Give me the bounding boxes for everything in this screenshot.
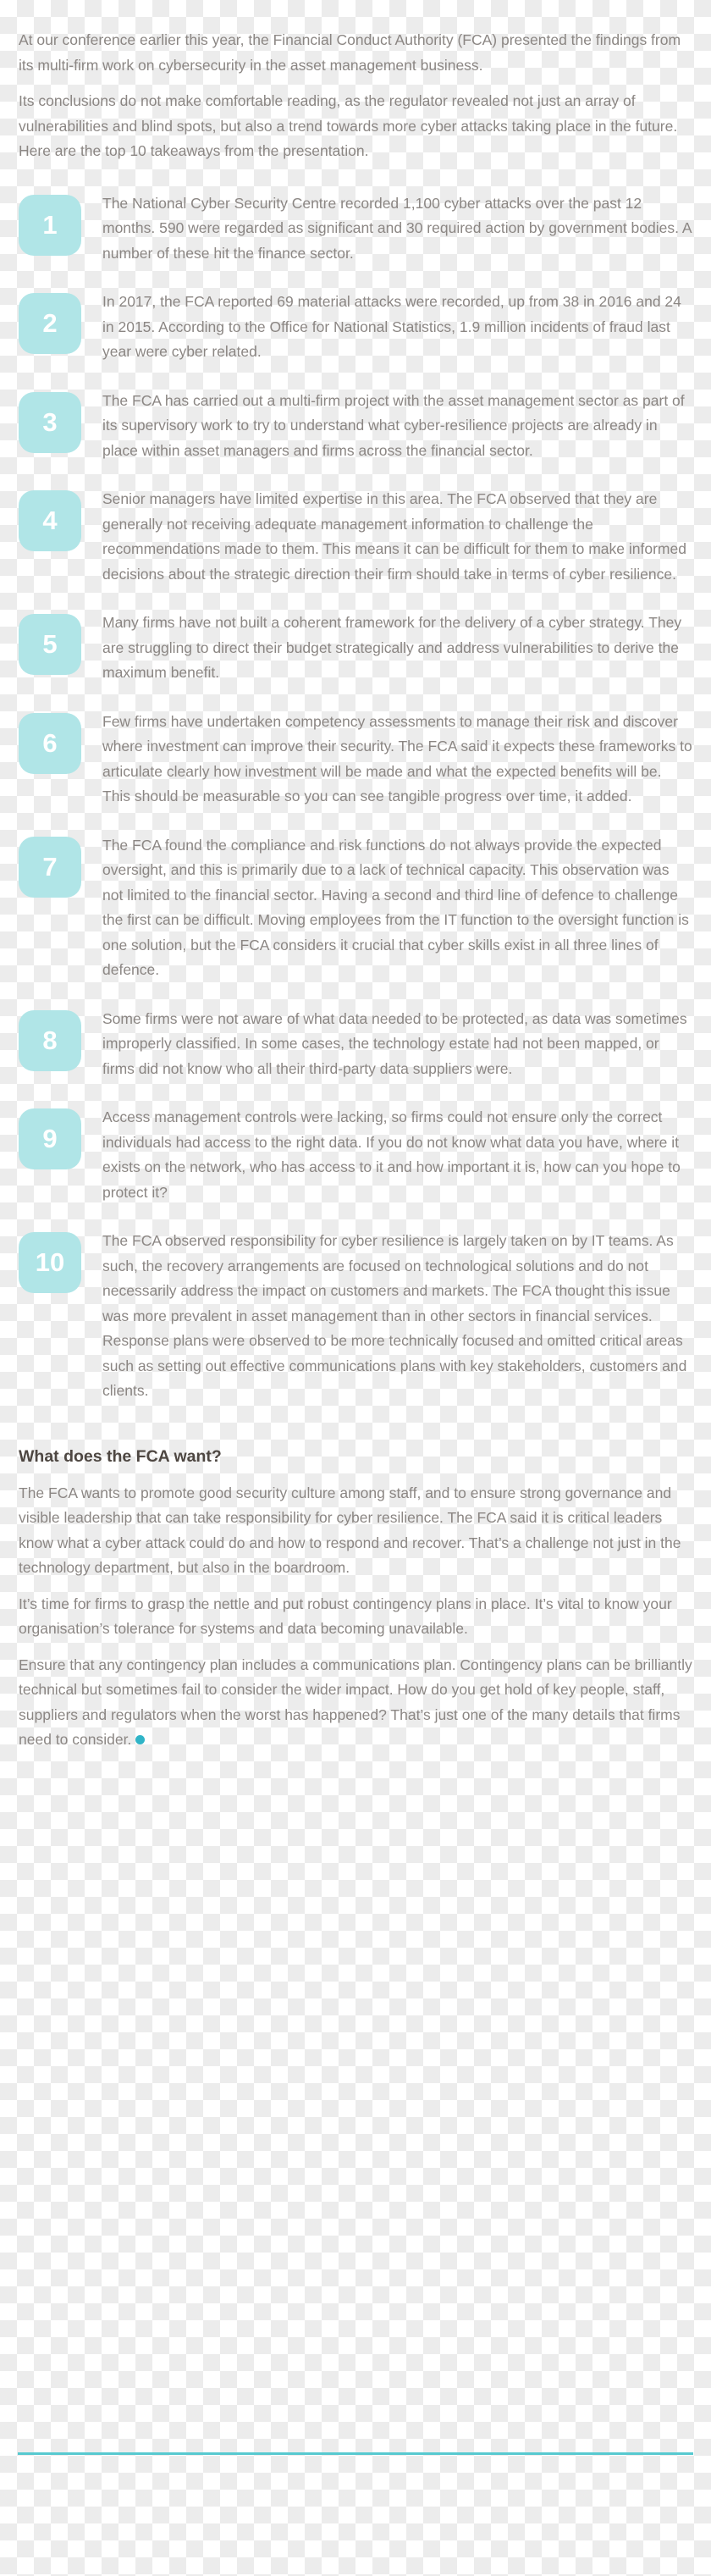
takeaway-item-5 [19, 611, 692, 686]
section-heading-fca-want: What does the FCA want? [19, 1446, 222, 1466]
takeaway-number: 10 [35, 1247, 65, 1277]
takeaway-number-badge-6 [19, 713, 81, 774]
takeaway-number-badge-4 [19, 490, 81, 551]
takeaway-item-10 [19, 1229, 692, 1404]
takeaway-item-7 [19, 833, 692, 983]
takeaway-text-3: The FCA has carried out a multi-firm project with the asset management sector as part of its supervisory work to try to understand what cyber-resilience projects are already in place within asset managers and firms across the financial sector. [102, 391, 685, 459]
takeaway-text-8: Some firms were not aware of what data needed to be protected, as data was sometimes improperly classified. In some cases, the technology estate had not been mapped, or firms did not know who all their third-party data suppliers were. [102, 1009, 687, 1077]
takeaway-number-badge-7 [19, 837, 81, 898]
intro-paragraph-2: Its conclusions do not make comfortable reading, as the regulator revealed not just an array of vulnerabilities and blind spots, but also a trend towards more cyber attacks taking place in the future. Here are the top 10 takeaways from the presentation. [19, 92, 678, 159]
takeaway-number: 5 [42, 629, 58, 659]
takeaway-item-4 [19, 487, 692, 587]
takeaway-number-badge-3 [19, 392, 81, 453]
takeaway-item-2 [19, 290, 692, 365]
takeaway-item-9 [19, 1105, 692, 1205]
takeaway-number-badge-10 [19, 1232, 81, 1293]
takeaway-number: 4 [42, 506, 58, 535]
takeaway-item-6 [19, 710, 692, 810]
takeaway-item-3 [19, 389, 692, 464]
bottom-divider [18, 2452, 693, 2455]
takeaway-number: 2 [42, 308, 58, 338]
takeaway-number: 7 [42, 851, 58, 882]
fca-paragraph-2: It’s time for firms to grasp the nettle and put robust contingency plans in place. It’s vital to know your organisation’s tolerance for systems and data becoming unavailable. [19, 1595, 672, 1637]
takeaway-number-badge-2 [19, 293, 81, 354]
takeaway-number-badge-1 [19, 195, 81, 256]
takeaway-number-badge-8 [19, 1010, 81, 1071]
takeaways-list [19, 191, 692, 1404]
takeaway-text-7: The FCA found the compliance and risk functions do not always provide the expected oversight, and this is primarily due to a lack of technical capacity. This observation was not limited to the financial sector. Having a second and third line of defence to challenge the first can be difficult. Moving employees from the IT function to the oversight function is one solution, but the FCA considers it crucial that cyber skills exist in all three lines of defence. [102, 836, 689, 978]
takeaway-item-1 [19, 191, 692, 267]
fca-paragraph-1: The FCA wants to promote good security culture among staff, and to ensure strong governance and visible leadership that can take responsibility for cyber resilience. The FCA said it is critical leaders know what a cyber attack could do and how to respond and recover. That’s a challenge not just in the technology department, but also in the boardroom. [19, 1484, 681, 1576]
takeaway-text-2: In 2017, the FCA reported 69 material attacks were recorded, up from 38 in 2016 and 24 in 2015. According to the Office for National Statistics, 1.9 million incidents of fraud last year were cyber related. [102, 293, 681, 360]
fca-paragraph-3 [19, 1653, 692, 1753]
intro-paragraph-1: At our conference earlier this year, the Financial Conduct Authority (FCA) presented the findings from its multi-firm work on cybersecurity in the asset management business. [19, 31, 681, 74]
fca-paragraph-3-text: Ensure that any contingency plan includes a communications plan. Contingency plans can be brilliantly technical but sometimes fail to consider the wider impact. How do you get hold of key people, staff, suppliers and regulators when the worst has happened? That’s just one of the many details that firms need to consider. [19, 1656, 692, 1748]
takeaway-text-6: Few firms have undertaken competency assessments to manage their risk and discover where investment can improve their security. The FCA said it expects these frameworks to articulate clearly how investment will be made and what the expected benefits will be. This should be measurable so you can see tangible progress over time, it added. [102, 712, 692, 804]
takeaway-text-4: Senior managers have limited expertise in this area. The FCA observed that they are generally not receiving adequate management information to challenge the recommendations made to them. This means it can be difficult for them to make informed decisions about the strategic direction their firm should take in terms of cyber resilience. [102, 490, 686, 583]
takeaway-number-badge-9 [19, 1108, 81, 1169]
takeaway-text-1: The National Cyber Security Centre recorded 1,100 cyber attacks over the past 12 months. 590 were regarded as significant and 30 required action by government bodies. A number of these hit the finance sector. [102, 194, 692, 262]
takeaway-number: 6 [42, 727, 58, 758]
takeaway-number: 8 [42, 1025, 58, 1055]
takeaway-number-badge-5 [19, 614, 81, 675]
takeaway-text-10: The FCA observed responsibility for cyber resilience is largely taken on by IT teams. As such, the recovery arrangements are focused on technological solutions and do not necessarily address the impact on customers and markets. The FCA thought this issue was more prevalent in asset management than in other sectors in financial services. Response plans were observed to be more technically focused and omitted critical areas such as setting out effective communications plans with key stakeholders, customers and clients. [102, 1232, 687, 1399]
takeaway-text-5: Many firms have not built a coherent framework for the delivery of a cyber strategy. They are struggling to direct their budget strategically and address vulnerabilities to derive the maximum benefit. [102, 614, 682, 681]
takeaway-number: 1 [42, 209, 58, 240]
takeaway-number: 9 [42, 1124, 58, 1153]
takeaway-number: 3 [42, 406, 58, 437]
takeaway-text-9: Access management controls were lacking, so firms could not ensure only the correct individuals had access to the right data. If you do not know what data you have, where it exists on the network, who has access to it and how important it is, how can you hope to protect it? [102, 1108, 681, 1201]
takeaway-item-8 [19, 1007, 692, 1082]
article-end-dot-icon [135, 1735, 145, 1744]
